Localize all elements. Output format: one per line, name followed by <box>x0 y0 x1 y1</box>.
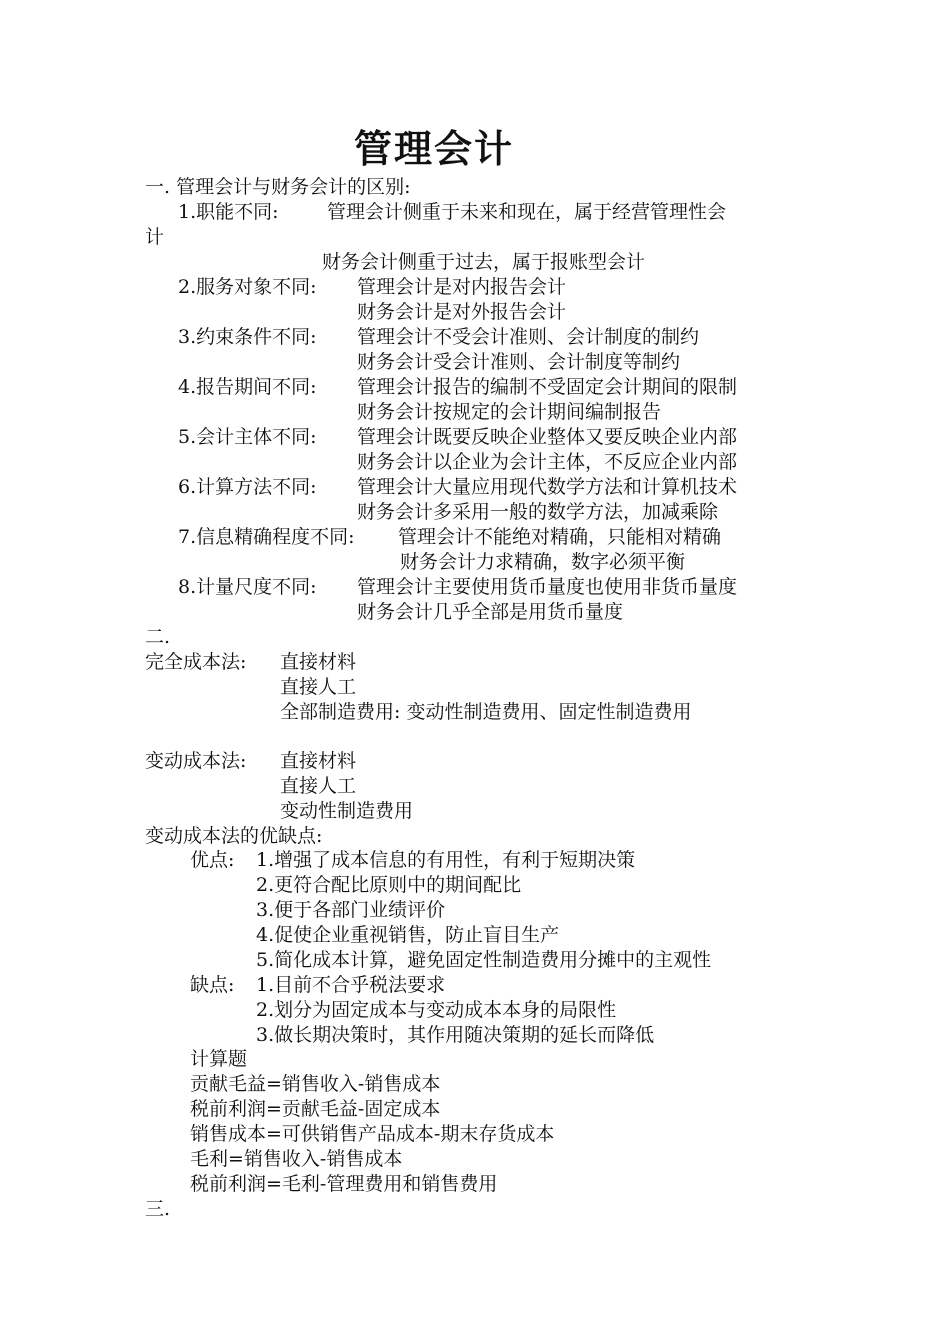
item-7-line-a: 管理会计不能绝对精确，只能相对精确 <box>398 526 722 548</box>
item-8-line-b: 财务会计几乎全部是用货币量度 <box>357 601 624 623</box>
section-3-heading: 三. <box>145 1198 171 1220</box>
item-8-label: 8.计量尺度不同: <box>178 576 317 598</box>
item-1-line-a: 管理会计侧重于未来和现在，属于经营管理性会 <box>327 201 727 223</box>
item-3-label: 3.约束条件不同: <box>178 326 317 348</box>
item-2-line-b: 财务会计是对外报告会计 <box>357 301 567 323</box>
pros-label: 优点: <box>190 849 235 871</box>
item-6-line-b: 财务会计多采用一般的数学方法，加减乘除 <box>357 501 719 523</box>
item-4-line-a: 管理会计报告的编制不受固定会计期间的限制 <box>357 376 738 398</box>
pros-item: 2.更符合配比原则中的期间配比 <box>256 874 522 896</box>
item-5-label: 5.会计主体不同: <box>178 426 317 448</box>
formula-line: 贡献毛益=销售收入-销售成本 <box>190 1073 441 1095</box>
item-6-label: 6.计算方法不同: <box>178 476 317 498</box>
cons-item: 3.做长期决策时，其作用随决策期的延长而降低 <box>256 1024 655 1046</box>
var-cost-item: 直接人工 <box>280 775 357 797</box>
calc-heading: 计算题 <box>190 1048 248 1070</box>
full-cost-item: 直接人工 <box>280 676 357 698</box>
item-5-line-a: 管理会计既要反映企业整体又要反映企业内部 <box>357 426 738 448</box>
pros-item: 4.促使企业重视销售，防止盲目生产 <box>256 924 560 946</box>
page-title: 管理会计 <box>353 126 514 171</box>
item-2-label: 2.服务对象不同: <box>178 276 317 298</box>
var-cost-item: 变动性制造费用 <box>280 800 414 822</box>
item-2-line-a: 管理会计是对内报告会计 <box>357 276 567 298</box>
section-2-heading: 二. <box>145 626 171 648</box>
formula-line: 销售成本=可供销售产品成本-期末存货成本 <box>190 1123 555 1145</box>
cons-item: 1.目前不合乎税法要求 <box>256 974 446 996</box>
pros-cons-heading: 变动成本法的优缺点: <box>145 825 323 847</box>
full-cost-item: 全部制造费用: 变动性制造费用、固定性制造费用 <box>280 701 692 723</box>
item-3-line-a: 管理会计不受会计准则、会计制度的制约 <box>357 326 700 348</box>
item-4-line-b: 财务会计按规定的会计期间编制报告 <box>357 401 662 423</box>
pros-item: 3.便于各部门业绩评价 <box>256 899 446 921</box>
item-5-line-b: 财务会计以企业为会计主体，不反应企业内部 <box>357 451 738 473</box>
cons-item: 2.划分为固定成本与变动成本本身的局限性 <box>256 999 617 1021</box>
item-1-line-a-wrap: 计 <box>145 226 165 248</box>
item-7-line-b: 财务会计力求精确，数字必须平衡 <box>400 551 686 573</box>
item-3-line-b: 财务会计受会计准则、会计制度等制约 <box>357 351 681 373</box>
item-6-line-a: 管理会计大量应用现代数学方法和计算机技术 <box>357 476 738 498</box>
formula-line: 毛利=销售收入-销售成本 <box>190 1148 403 1170</box>
full-cost-item: 直接材料 <box>280 651 357 673</box>
var-cost-item: 直接材料 <box>280 750 357 772</box>
full-cost-label: 完全成本法: <box>145 651 247 673</box>
item-8-line-a: 管理会计主要使用货币量度也使用非货币量度 <box>357 576 738 598</box>
item-1-line-b: 财务会计侧重于过去，属于报账型会计 <box>322 251 646 273</box>
item-1-label: 1.职能不同: <box>178 201 279 223</box>
section-1-heading: 一. 管理会计与财务会计的区别: <box>145 176 411 198</box>
pros-item: 1.增强了成本信息的有用性，有利于短期决策 <box>256 849 636 871</box>
item-7-label: 7.信息精确程度不同: <box>178 526 355 548</box>
formula-line: 税前利润=毛利-管理费用和销售费用 <box>190 1173 498 1195</box>
item-4-label: 4.报告期间不同: <box>178 376 317 398</box>
formula-line: 税前利润=贡献毛益-固定成本 <box>190 1098 441 1120</box>
var-cost-label: 变动成本法: <box>145 750 247 772</box>
cons-label: 缺点: <box>190 974 235 996</box>
pros-item: 5.简化成本计算，避免固定性制造费用分摊中的主观性 <box>256 949 712 971</box>
